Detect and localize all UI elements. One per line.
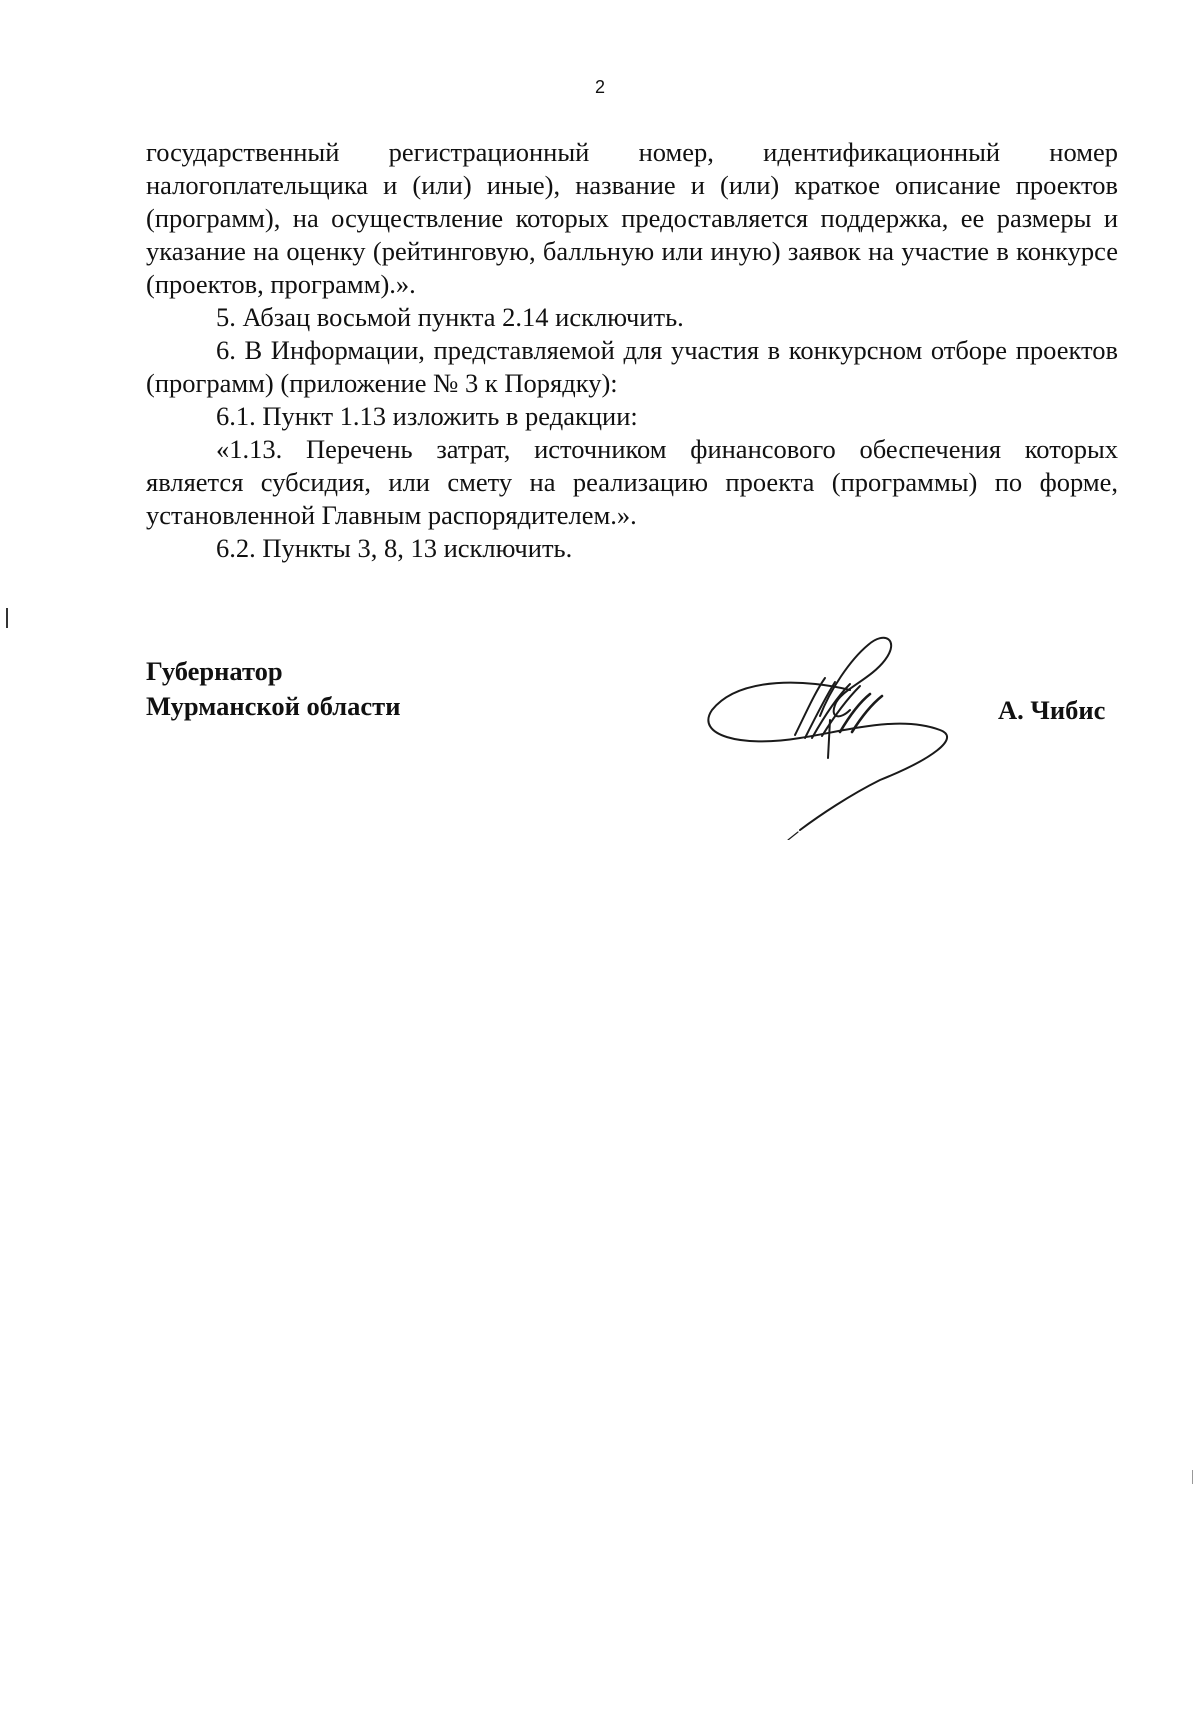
signatory-position-line2: Мурманской области	[146, 691, 401, 721]
handwritten-signature	[700, 620, 1000, 840]
paragraph-continuation: государственный регистрационный номер, идентификационный номер налогоплательщика и (или) иные), название и (или) краткое описание проектов (программ), на осуществление которых предоставляется поддержка, ее размеры и указание на оценку (рейтинговую, балльную или иную) заявок на участие в конкурсе (проектов, программ).».	[146, 137, 1118, 299]
document-body	[146, 136, 1118, 565]
paragraph-item-6-1: 6.1. Пункт 1.13 изложить в редакции:	[216, 401, 638, 431]
page-number: 2	[594, 77, 605, 97]
scan-margin-mark-right	[1192, 1470, 1193, 1484]
signatory-position	[146, 654, 400, 724]
signatory-position-line1: Губернатор	[146, 656, 283, 686]
paragraph-item-6-2: 6.2. Пункты 3, 8, 13 исключить.	[216, 533, 573, 563]
paragraph-item-6: 6. В Информации, представляемой для участия в конкурсном отборе проектов (программ) (приложение № 3 к Порядку):	[146, 335, 1118, 398]
paragraph-item-5: 5. Абзац восьмой пункта 2.14 исключить.	[216, 302, 684, 332]
paragraph-item-1-13: «1.13. Перечень затрат, источником финансового обеспечения которых является субсидия, или смету на реализацию проекта (программы) по форме, установленной Главным распорядителем.».	[146, 434, 1118, 530]
scan-margin-mark-left	[6, 608, 8, 628]
signatory-name: А. Чибис	[998, 695, 1106, 725]
